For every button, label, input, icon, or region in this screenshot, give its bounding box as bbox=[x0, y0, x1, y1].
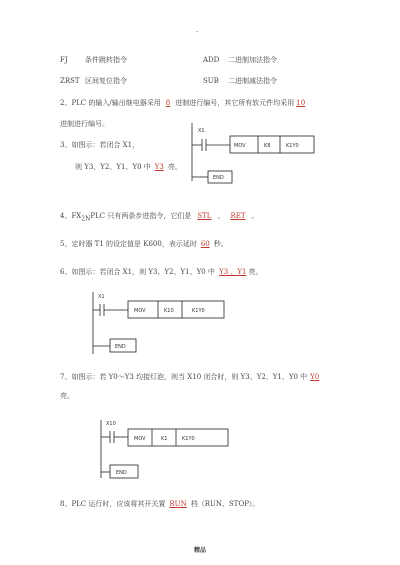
question-4-subscript: 2N bbox=[81, 215, 91, 223]
question-5-answer: 60 bbox=[200, 240, 210, 248]
question-7-line bbox=[60, 373, 322, 382]
question-3-line2 bbox=[75, 163, 182, 172]
question-7-text-a: 7、如图示：若 Y0～Y3 均接灯泡，则当 X10 闭合时，则 Y3、Y2、Y1、Y0 中 bbox=[60, 373, 308, 381]
ladder-1-op: MOV bbox=[234, 143, 246, 149]
question-8-line bbox=[60, 500, 259, 509]
question-2-answer-1: 8 bbox=[165, 99, 171, 107]
page-footer: 精品 bbox=[193, 547, 206, 554]
question-2-line1 bbox=[60, 99, 307, 108]
ladder-2-dst: K1Y0 bbox=[192, 308, 205, 314]
question-5-line bbox=[60, 240, 228, 249]
question-8-answer: RUN bbox=[169, 500, 187, 508]
top-mark: . bbox=[196, 26, 199, 34]
question-2-text-c: 进制进行编号。 bbox=[60, 120, 109, 128]
ladder-3-end: END bbox=[116, 470, 127, 476]
question-3-answer: Y3 bbox=[154, 163, 164, 171]
ladder-1-end: END bbox=[213, 175, 224, 181]
question-2-text-a: 2、PLC 的输入/输出继电器采用 bbox=[60, 99, 161, 107]
instruction-zrst-code: ZRST bbox=[60, 77, 80, 85]
instruction-add-code: ADD bbox=[203, 56, 220, 64]
instruction-sub-desc: 二进制减法指令 bbox=[228, 77, 277, 85]
question-3-text-b: 则 Y3、Y2、Y1、Y0 中 bbox=[75, 163, 151, 171]
ladder-3-src: K1 bbox=[161, 436, 168, 442]
ladder-3-contact-label: X10 bbox=[106, 421, 116, 427]
question-6-text-b: 亮。 bbox=[248, 268, 263, 276]
ladder-2-end: END bbox=[115, 344, 126, 350]
question-6-line bbox=[60, 268, 262, 277]
question-8-text-b: 档（RUN、STOP）。 bbox=[190, 500, 260, 508]
instruction-fj-code: FJ bbox=[60, 56, 68, 64]
ladder-3-op: MOV bbox=[134, 436, 146, 442]
instruction-add-desc: 二进制加法指令 bbox=[228, 56, 277, 64]
ladder-diagram-2 bbox=[90, 292, 240, 357]
ladder-diagram-1 bbox=[190, 123, 320, 183]
question-4-sep: 、 bbox=[217, 212, 225, 220]
question-3-text-c: 亮。 bbox=[167, 163, 182, 171]
ladder-diagram-3 bbox=[98, 420, 248, 482]
question-6-answer: Y3 、Y1 bbox=[219, 268, 247, 276]
question-4-text-b: PLC 只有两条步进指令，它们是 bbox=[90, 212, 192, 220]
question-6-text-a: 6、如图示：若闭合 X1，则 Y3、Y2、Y1、Y0 中 bbox=[60, 268, 218, 276]
question-2-text-b: 进制进行编号，其它所有软元件均采用 bbox=[175, 99, 295, 107]
instruction-sub-code: SUB bbox=[203, 77, 219, 85]
instruction-fj-desc: 条件跳转指令 bbox=[85, 56, 127, 64]
question-4-text-a: 4、FX bbox=[60, 212, 82, 220]
question-7-text-b: 亮。 bbox=[60, 392, 74, 400]
instruction-zrst-desc: 区间复位指令 bbox=[85, 77, 127, 85]
question-3-text-a: 3、如图示：若闭合 X1， bbox=[60, 141, 140, 149]
question-2-answer-2: 10 bbox=[296, 99, 306, 107]
question-4-text-c: 。 bbox=[251, 212, 259, 220]
question-8-text-a: 8、PLC 运行时，应该将其开关置 bbox=[60, 500, 166, 508]
question-5-text-b: 秒。 bbox=[213, 240, 228, 248]
question-4-line bbox=[60, 212, 259, 223]
ladder-1-contact-label: X1 bbox=[198, 128, 205, 134]
question-4-answer-1: STL bbox=[197, 212, 212, 220]
question-4-answer-2: RET bbox=[230, 212, 246, 220]
ladder-2-op: MOV bbox=[134, 308, 146, 314]
question-5-text-a: 5、定时器 T1 的设定值是 K600，表示延时 bbox=[60, 240, 197, 248]
ladder-2-src: K10 bbox=[164, 308, 174, 314]
question-7-answer: Y0 bbox=[310, 373, 320, 381]
ladder-2-contact-label: X1 bbox=[98, 294, 105, 300]
ladder-1-dst: K1Y0 bbox=[286, 143, 299, 149]
ladder-3-dst: K1Y0 bbox=[182, 436, 195, 442]
ladder-1-src: K8 bbox=[264, 143, 271, 149]
